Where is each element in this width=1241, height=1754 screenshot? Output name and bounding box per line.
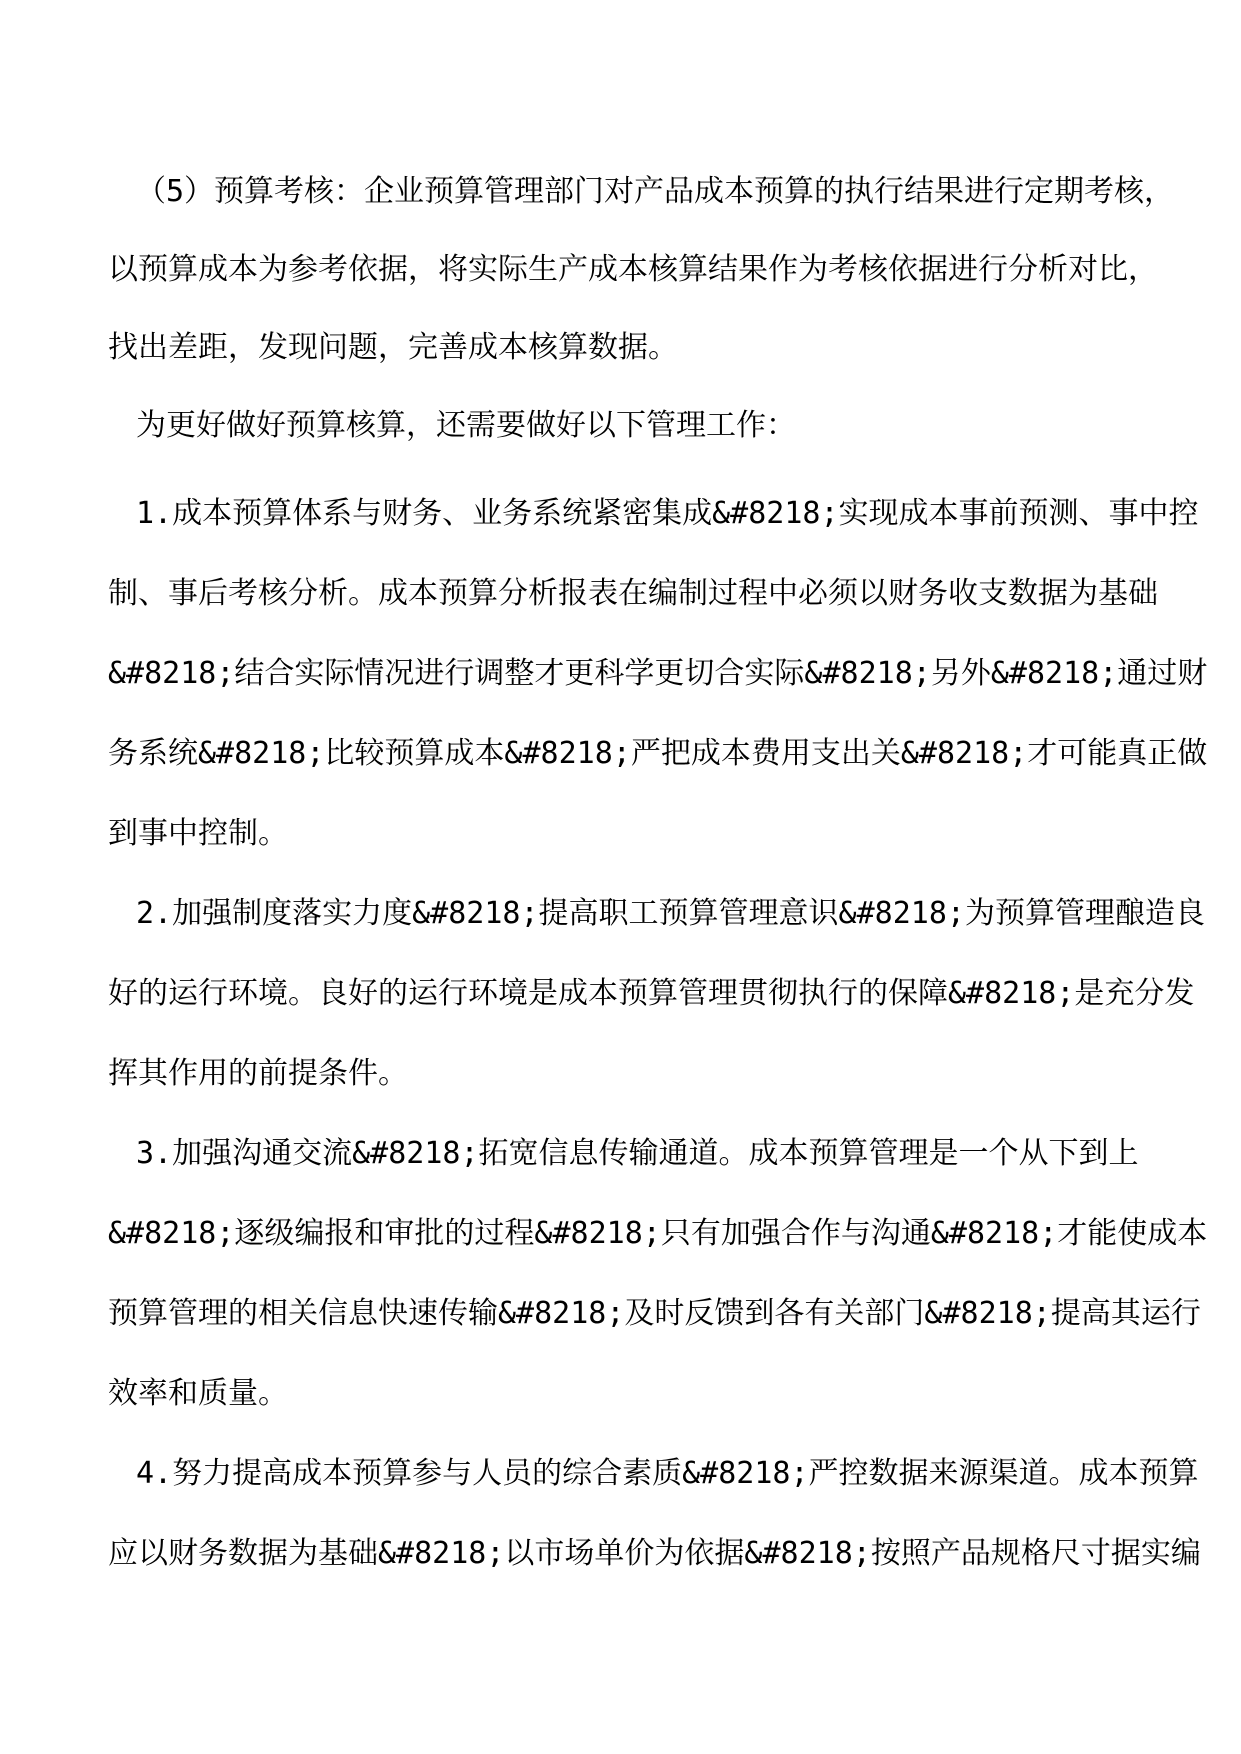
text-line: 找出差距，发现问题，完善成本核算数据。 (108, 330, 678, 365)
text-line: 3.加强沟通交流&#8218;拓宽信息传输通道。成本预算管理是一个从下到上 (136, 1136, 1139, 1171)
text-line: 制、事后考核分析。成本预算分析报表在编制过程中必须以财务收支数据为基础 (108, 576, 1158, 611)
text-line: 好的运行环境。良好的运行环境是成本预算管理贯彻执行的保障&#8218;是充分发 (108, 976, 1195, 1011)
text-line: 4.努力提高成本预算参与人员的综合素质&#8218;严控数据来源渠道。成本预算 (136, 1456, 1199, 1491)
text-line: 1.成本预算体系与财务、业务系统紧密集成&#8218;实现成本事前预测、事中控 (136, 496, 1199, 531)
text-line: 应以财务数据为基础&#8218;以市场单价为依据&#8218;按照产品规格尺寸据实编 (108, 1536, 1201, 1571)
text-line: 务系统&#8218;比较预算成本&#8218;严把成本费用支出关&#8218;才可能真正做 (108, 736, 1208, 771)
text-line: 效率和质量。 (108, 1376, 288, 1411)
text-line: （5）预算考核：企业预算管理部门对产品成本预算的执行结果进行定期考核， (136, 174, 1175, 209)
text-line: 2.加强制度落实力度&#8218;提高职工预算管理意识&#8218;为预算管理酿造良 (136, 896, 1205, 931)
text-line: &#8218;逐级编报和审批的过程&#8218;只有加强合作与沟通&#8218;才能使成本 (108, 1216, 1208, 1251)
text-line: &#8218;结合实际情况进行调整才更科学更切合实际&#8218;另外&#8218;通过财 (108, 656, 1208, 691)
text-line: 以预算成本为参考依据，将实际生产成本核算结果作为考核依据进行分析对比， (108, 252, 1158, 287)
text-line: 到事中控制。 (108, 816, 288, 851)
text-line: 预算管理的相关信息快速传输&#8218;及时反馈到各有关部门&#8218;提高其运行 (108, 1296, 1201, 1331)
text-line: 挥其作用的前提条件。 (108, 1056, 408, 1091)
text-line: 为更好做好预算核算，还需要做好以下管理工作： (136, 408, 796, 443)
